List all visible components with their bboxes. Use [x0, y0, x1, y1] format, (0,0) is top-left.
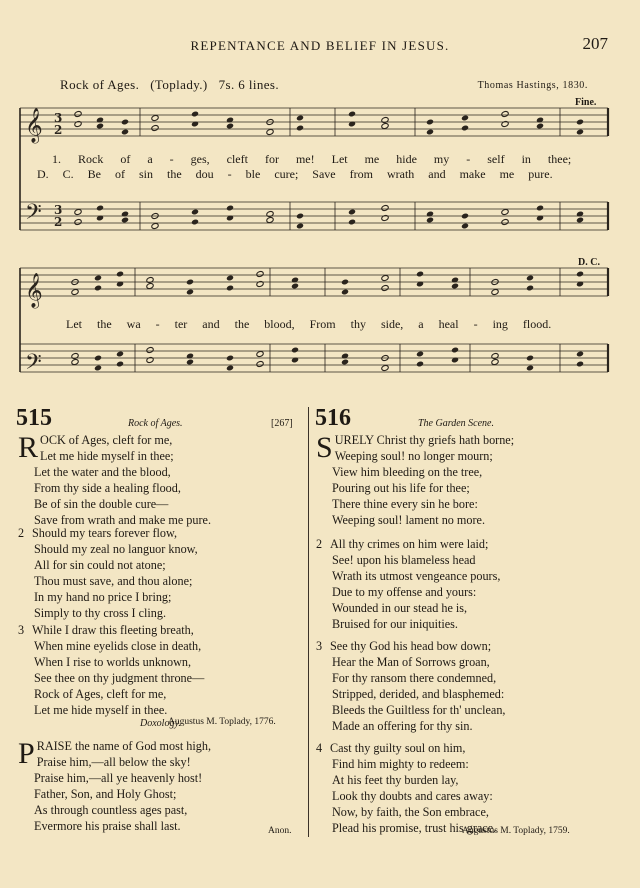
hymn515-verse-1: R OCK of Ages, cleft for me, Let me hide myself in thee; Let the water and the blood, From thy side a healing flood, Be of sin the double cure— Save from wrath and make me pure.	[18, 431, 211, 527]
note-head	[191, 219, 199, 226]
note-head	[296, 213, 304, 220]
note-head	[94, 285, 102, 292]
note-head	[226, 355, 234, 362]
note-head	[151, 115, 159, 122]
time-signature-top: 3	[54, 111, 63, 125]
note-head	[94, 365, 102, 372]
note-head	[381, 123, 389, 130]
note-head	[491, 289, 499, 296]
note-head	[416, 351, 424, 358]
bass-clef-icon: 𝄢	[25, 350, 42, 380]
note-head	[146, 347, 154, 354]
note-head	[71, 359, 79, 366]
time-signature-bottom: 2	[54, 215, 63, 229]
note-head	[501, 209, 509, 216]
note-head	[381, 205, 389, 212]
note-head	[296, 115, 304, 122]
note-head	[116, 351, 124, 358]
note-head	[381, 365, 389, 372]
doxology-verse: P RAISE the name of God most high, Praise him,—all below the sky! Praise him,—all ye heavenly host! Father, Son, and Holy Ghost; As through countless ages past, Evermore his praise shall last.	[18, 737, 212, 833]
bass-clef-icon: 𝄢	[25, 200, 42, 230]
note-head	[226, 123, 234, 130]
hymn515-verse-2: 2 Should my tears forever flow, Should my zeal no languor know, All for sin could not atone; Thou must save, and thou alone; In my hand no price I bring; Simply to thy cross I cling.	[18, 526, 198, 620]
hymn515-verse-3: 3 While I draw this fleeting breath, When mine eyelids close in death, When I rise to worlds unknown, See thee on thy judgment throne— Rock of Ages, cleft for me, Let me hide myself in thee.	[18, 623, 205, 717]
note-head	[74, 111, 82, 118]
note-head	[94, 275, 102, 282]
page-number: 207	[582, 34, 608, 53]
hymn-attribution: Augustus M. Toplady, 1759.	[462, 826, 570, 836]
drop-cap: R	[18, 431, 39, 464]
note-head	[71, 289, 79, 296]
note-head	[226, 205, 234, 212]
note-head	[348, 111, 356, 118]
note-head	[451, 347, 459, 354]
note-head	[526, 275, 534, 282]
note-head	[121, 129, 129, 136]
note-head	[348, 209, 356, 216]
note-head	[576, 351, 584, 358]
doxology-attribution: Anon.	[268, 826, 292, 836]
note-head	[191, 209, 199, 216]
column-divider	[308, 407, 309, 837]
note-head	[296, 223, 304, 230]
note-head	[461, 115, 469, 122]
hymn-tune-name: Rock of Ages.	[128, 418, 183, 429]
note-head	[461, 125, 469, 132]
hymn516-verse-2: 2 All thy crimes on him were laid; See! upon his blameless head Wrath its utmost vengeance pours, Due to my offense and yours: Wounded in our stead he is, Bruised for our iniquities.	[316, 537, 501, 631]
note-head	[151, 125, 159, 132]
tune-name: Rock of Ages.	[60, 77, 140, 92]
note-head	[226, 275, 234, 282]
note-head	[576, 361, 584, 368]
time-signature-top: 3	[54, 203, 63, 217]
note-head	[256, 361, 264, 368]
note-head	[256, 351, 264, 358]
note-head	[381, 275, 389, 282]
lyric-line-3: Let the wa - ter and the blood, From thy side, a heal - ing flood.	[66, 317, 552, 331]
note-head	[191, 111, 199, 118]
note-head	[151, 223, 159, 230]
hymn-number: 516	[315, 405, 351, 431]
note-head	[536, 205, 544, 212]
note-head	[536, 123, 544, 130]
note-head	[576, 217, 584, 224]
note-head	[341, 279, 349, 286]
note-head	[461, 213, 469, 220]
dc-mark: D. C.	[578, 257, 600, 268]
hymn516-verse-1: S URELY Christ thy griefs hath borne; Weeping soul! no longer mourn; View him bleeding on the tree, Pouring out his life for thee; There thine every sin he bore: Weeping soul! lament no more.	[316, 431, 515, 527]
note-head	[291, 347, 299, 354]
hymn-attribution: Augustus M. Toplady, 1776.	[168, 717, 276, 727]
note-head	[266, 217, 274, 224]
note-head	[266, 129, 274, 136]
hymn-number: 515	[16, 405, 52, 431]
note-head	[341, 359, 349, 366]
doxology-title: Doxology.	[140, 718, 181, 729]
note-head	[186, 289, 194, 296]
drop-cap: S	[316, 431, 333, 464]
note-head	[381, 285, 389, 292]
note-head	[96, 205, 104, 212]
note-head	[121, 119, 129, 126]
note-head	[576, 271, 584, 278]
running-title: REPENTANCE AND BELIEF IN JESUS.	[190, 38, 450, 53]
note-head	[416, 271, 424, 278]
note-head	[426, 119, 434, 126]
note-head	[116, 271, 124, 278]
lyric-line-2: D. C. Be of sin the dou - ble cure; Save from wrath and make me pure.	[37, 167, 553, 181]
note-head	[576, 119, 584, 126]
note-head	[256, 271, 264, 278]
note-head	[341, 289, 349, 296]
hymn516-verse-4: 4 Cast thy guilty soul on him, Find him mighty to redeem: At his feet thy burden lay, Look thy doubts and cares away: Now, by faith, the Son embrace, Plead his promise, trust his grace.	[316, 741, 497, 835]
hymn516-verse-3: 3 See thy God his head bow down; Hear the Man of Sorrows groan, For thy ransom there condemned, Stripped, derided, and blasphemed: Bleeds the Guiltless for th' unclean, Made an offering for thy sin.	[316, 639, 506, 733]
note-head	[426, 129, 434, 136]
note-head	[94, 355, 102, 362]
note-head	[116, 361, 124, 368]
note-head	[296, 125, 304, 132]
note-head	[416, 361, 424, 368]
hymn-reference: [267]	[271, 418, 293, 429]
note-head	[74, 209, 82, 216]
note-head	[426, 217, 434, 224]
note-head	[501, 219, 509, 226]
note-head	[348, 219, 356, 226]
note-head	[121, 217, 129, 224]
note-head	[491, 359, 499, 366]
note-head	[451, 283, 459, 290]
note-head	[461, 223, 469, 230]
tune-meter: 7s. 6 lines.	[218, 77, 280, 92]
fine-mark: Fine.	[575, 97, 597, 108]
note-head	[226, 365, 234, 372]
note-head	[74, 219, 82, 226]
note-head	[96, 123, 104, 130]
note-head	[226, 285, 234, 292]
note-head	[526, 285, 534, 292]
note-head	[146, 283, 154, 290]
treble-clef-icon: 𝄞	[25, 273, 43, 308]
note-head	[186, 279, 194, 286]
tune-composer: Thomas Hastings, 1830.	[477, 80, 588, 91]
note-head	[291, 283, 299, 290]
note-head	[501, 111, 509, 118]
time-signature-bottom: 2	[54, 123, 63, 137]
note-head	[526, 355, 534, 362]
note-head	[576, 129, 584, 136]
note-head	[186, 359, 194, 366]
treble-clef-icon: 𝄞	[25, 108, 43, 143]
lyric-line-1: 1. Rock of a - ges, cleft for me! Let me hide my - self in thee;	[52, 152, 572, 166]
hymn-tune-name: The Garden Scene.	[418, 418, 494, 429]
drop-cap: P	[18, 737, 35, 770]
tune-author: (Toplady.)	[150, 77, 208, 92]
note-head	[526, 365, 534, 372]
